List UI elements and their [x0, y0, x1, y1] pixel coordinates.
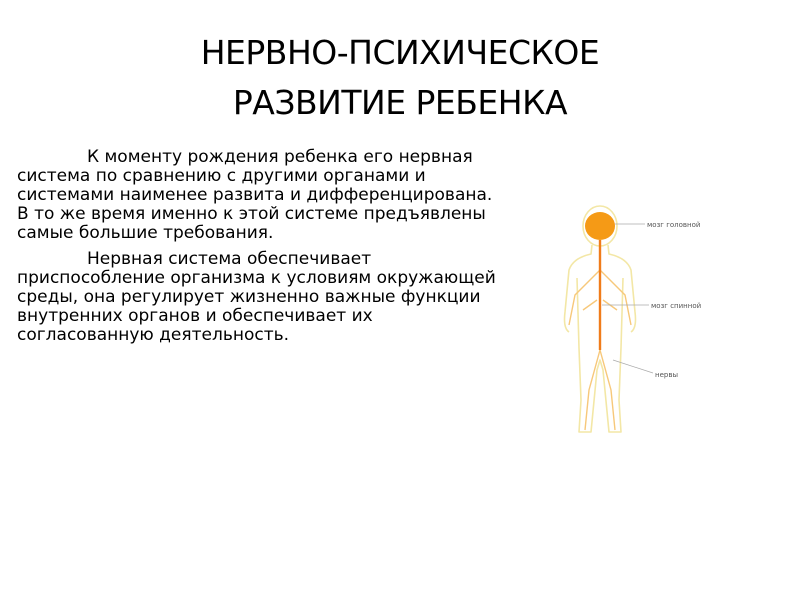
- slide-body-text: [17, 148, 507, 352]
- label-spinal-cord: мозг спинной: [651, 302, 702, 310]
- slide-title: [100, 28, 700, 128]
- nervous-system-figure: [555, 200, 715, 440]
- label-brain: мозг головной: [647, 221, 701, 229]
- slide-title-line-2: РАЗВИТИЕ РЕБЕНКА: [232, 83, 568, 122]
- label-nerves: нервы: [655, 371, 678, 379]
- slide-title-line-1: НЕРВНО-ПСИХИЧЕСКОЕ: [200, 33, 600, 72]
- paragraph-2: Нервная система обеспечивает приспособление организма к условиям окружающей среды, она регулирует жизненно важные функции внутренних органов и обеспечивает их согласованную деятельность.: [17, 249, 496, 345]
- child-body-illustration: [555, 200, 715, 440]
- paragraph-1: К моменту рождения ребенка его нервная система по сравнению с другими органами и системами наименее развита и дифференцирована. В то же время именно к этой системе предъявлены самые большие требования.: [17, 147, 493, 243]
- brain: [585, 212, 615, 240]
- leader-lines: [602, 224, 653, 373]
